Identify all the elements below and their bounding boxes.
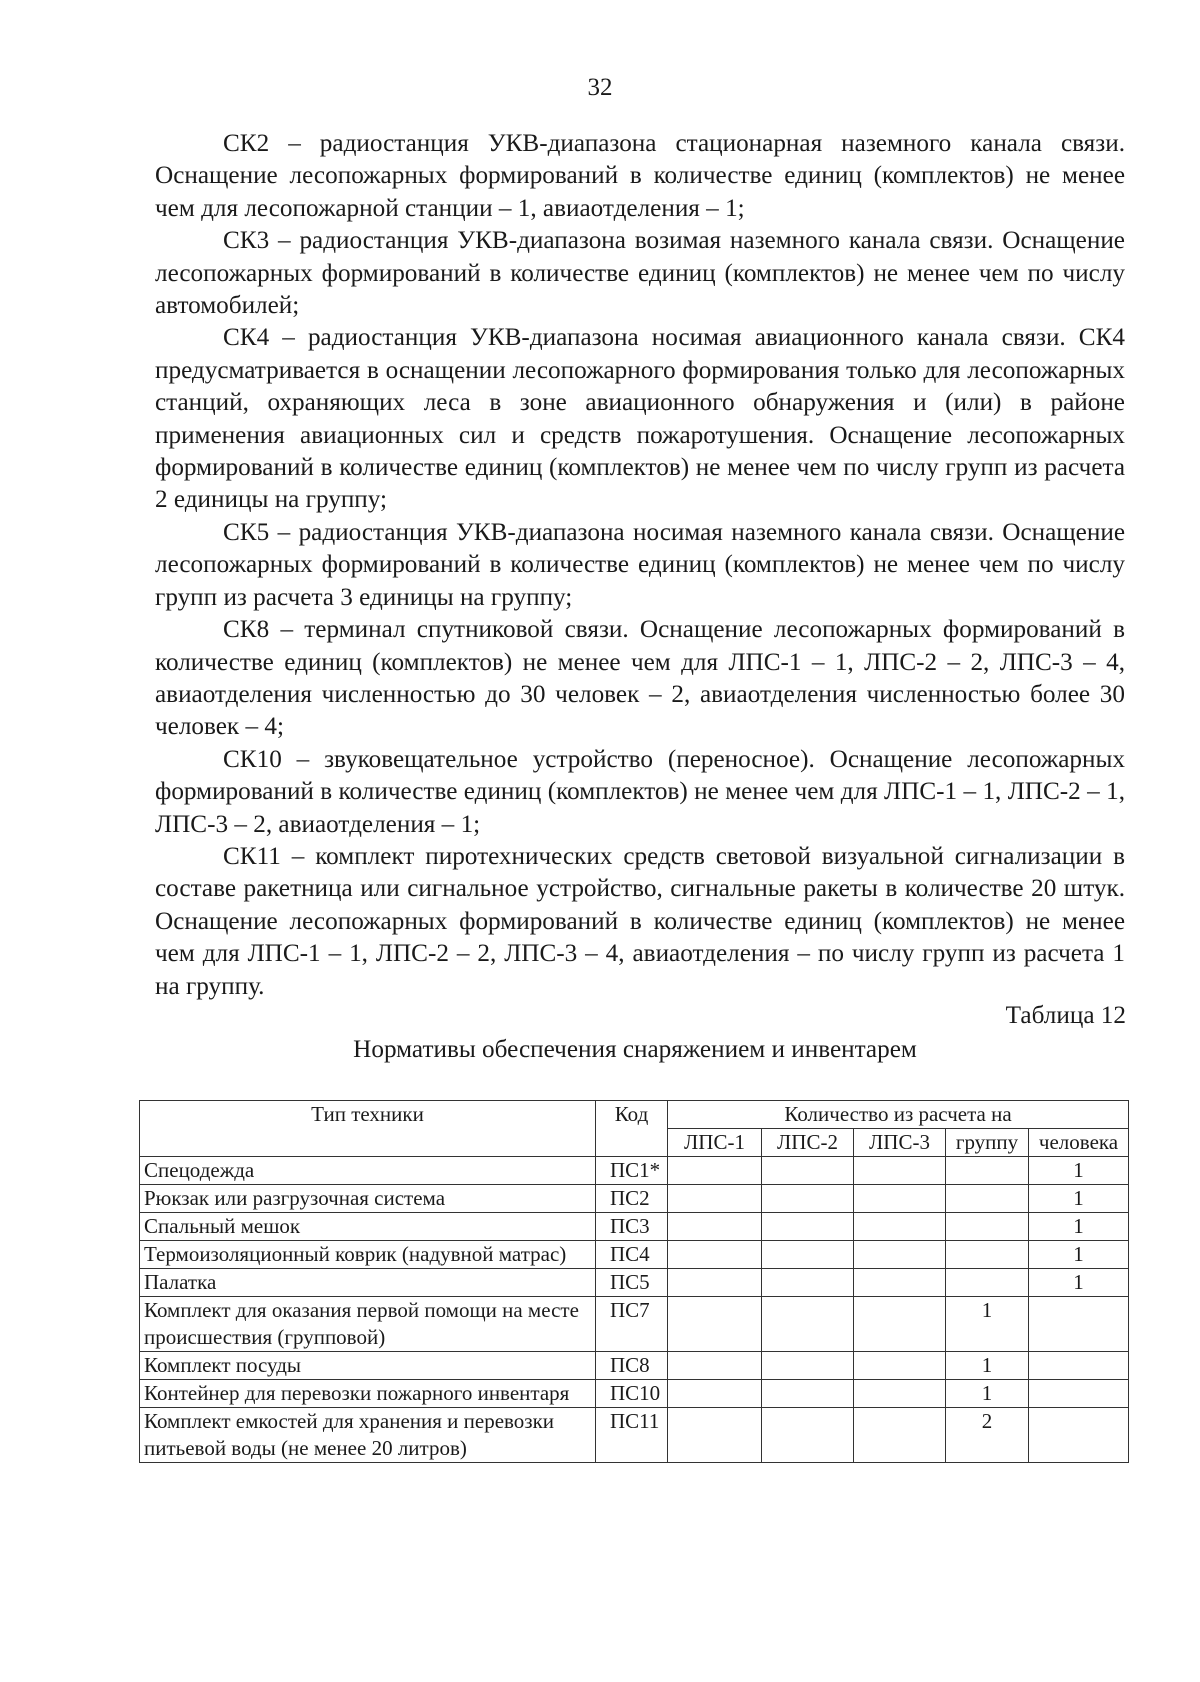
cell-code: ПС11 (596, 1408, 668, 1463)
cell-lps2 (762, 1241, 854, 1269)
cell-person: 1 (1029, 1269, 1129, 1297)
cell-person (1029, 1380, 1129, 1408)
cell-lps1 (668, 1297, 762, 1352)
cell-type: Рюкзак или разгрузочная система (140, 1185, 596, 1213)
cell-code: ПС3 (596, 1213, 668, 1241)
cell-type: Спецодежда (140, 1157, 596, 1185)
cell-lps1 (668, 1269, 762, 1297)
page-number: 32 (587, 74, 613, 101)
cell-lps2 (762, 1297, 854, 1352)
cell-lps2 (762, 1380, 854, 1408)
cell-lps1 (668, 1241, 762, 1269)
table-row (140, 1380, 1129, 1408)
cell-lps1 (668, 1213, 762, 1241)
table-row (140, 1408, 1129, 1463)
cell-lps2 (762, 1157, 854, 1185)
cell-type: Термоизоляционный коврик (надувной матрас) (140, 1241, 596, 1269)
cell-lps3 (854, 1297, 946, 1352)
cell-lps3 (854, 1213, 946, 1241)
cell-person (1029, 1352, 1129, 1380)
equipment-norms-table (139, 1100, 1129, 1463)
cell-person: 1 (1029, 1185, 1129, 1213)
cell-group: 1 (946, 1352, 1029, 1380)
cell-lps3 (854, 1157, 946, 1185)
paragraph-sk4: СК4 – радиостанция УКВ-диапазона носимая авиационного канала связи. СК4 предусматривается в оснащении лесопожарного формирования только для лесопожарных станций, охраняющих леса в зоне авиационного обнаружения и (или) в районе применения авиационных сил и средств пожаротушения. Оснащение лесопожарных формирований в количестве единиц (комплектов) не менее чем по числу групп из расчета 2 единицы на группу; (155, 324, 1125, 514)
table-row (140, 1241, 1129, 1269)
paragraph-sk10: СК10 – звуковещательное устройство (переносное). Оснащение лесопожарных формирований в количестве единиц (комплектов) не менее чем для ЛПС-1 – 1, ЛПС-2 – 1, ЛПС-3 – 2, авиаотделения – 1; (155, 745, 1125, 838)
header-group: группу (946, 1129, 1029, 1157)
cell-type: Комплект посуды (140, 1352, 596, 1380)
cell-lps1 (668, 1157, 762, 1185)
cell-group (946, 1269, 1029, 1297)
cell-code: ПС5 (596, 1269, 668, 1297)
cell-lps2 (762, 1408, 854, 1463)
cell-person (1029, 1408, 1129, 1463)
header-quantity: Количество из расчета на (668, 1101, 1129, 1129)
cell-lps1 (668, 1185, 762, 1213)
cell-lps3 (854, 1269, 946, 1297)
cell-lps2 (762, 1213, 854, 1241)
cell-person: 1 (1029, 1213, 1129, 1241)
cell-lps2 (762, 1269, 854, 1297)
cell-code: ПС8 (596, 1352, 668, 1380)
paragraph-sk2: СК2 – радиостанция УКВ-диапазона стационарная наземного канала связи. Оснащение лесопожарных формирований в количестве единиц (комплектов) не менее чем для лесопожарной станции – 1, авиаотделения – 1; (155, 130, 1125, 222)
cell-type: Спальный мешок (140, 1213, 596, 1241)
cell-type: Контейнер для перевозки пожарного инвентаря (140, 1380, 596, 1408)
table-title: Нормативы обеспечения снаряжением и инвентарем (353, 1036, 917, 1063)
cell-group: 2 (946, 1408, 1029, 1463)
header-lps3: ЛПС-3 (854, 1129, 946, 1157)
table-row (140, 1269, 1129, 1297)
cell-group (946, 1185, 1029, 1213)
header-lps1: ЛПС-1 (668, 1129, 762, 1157)
header-code: Код (596, 1101, 668, 1157)
cell-lps3 (854, 1408, 946, 1463)
cell-type: Комплект емкостей для хранения и перевозки питьевой воды (не менее 20 литров) (140, 1408, 596, 1463)
paragraph-sk3: СК3 – радиостанция УКВ-диапазона возимая наземного канала связи. Оснащение лесопожарных формирований в количестве единиц (комплектов) не менее чем по числу автомобилей; (155, 227, 1125, 320)
cell-lps3 (854, 1352, 946, 1380)
header-person: человека (1029, 1129, 1129, 1157)
body-text (155, 128, 1125, 1003)
table-row (140, 1213, 1129, 1241)
paragraph-sk5: СК5 – радиостанция УКВ-диапазона носимая наземного канала связи. Оснащение лесопожарных формирований в количестве единиц (комплектов) не менее чем по числу групп из расчета 3 единицы на группу; (155, 518, 1125, 611)
cell-code: ПС1* (596, 1157, 668, 1185)
cell-code: ПС10 (596, 1380, 668, 1408)
table-row (140, 1185, 1129, 1213)
table-row (140, 1157, 1129, 1185)
cell-code: ПС7 (596, 1297, 668, 1352)
table-row (140, 1297, 1129, 1352)
cell-code: ПС4 (596, 1241, 668, 1269)
cell-lps1 (668, 1408, 762, 1463)
cell-group: 1 (946, 1297, 1029, 1352)
cell-lps3 (854, 1241, 946, 1269)
table-label: Таблица 12 (1005, 1002, 1126, 1029)
cell-code: ПС2 (596, 1185, 668, 1213)
cell-group (946, 1213, 1029, 1241)
cell-lps2 (762, 1352, 854, 1380)
cell-group (946, 1157, 1029, 1185)
cell-person: 1 (1029, 1241, 1129, 1269)
paragraph-sk11: СК11 – комплект пиротехнических средств световой визуальной сигнализации в составе ракетница или сигнальное устройство, сигнальные ракеты в количестве 20 штук. Оснащение лесопожарных формирований в количестве единиц (комплектов) не менее чем для ЛПС-1 – 1, ЛПС-2 – 2, ЛПС-3 – 4, авиаотделения – по числу групп из расчета 1 на группу. (155, 842, 1125, 1000)
cell-lps1 (668, 1352, 762, 1380)
cell-group (946, 1241, 1029, 1269)
paragraph-sk8: СК8 – терминал спутниковой связи. Оснащение лесопожарных формирований в количестве единиц (комплектов) не менее чем для ЛПС-1 – 1, ЛПС-2 – 2, ЛПС-3 – 4, авиаотделения численностью до 30 человек – 2, авиаотделения численностью более 30 человек – 4; (155, 616, 1125, 741)
table-row (140, 1352, 1129, 1380)
header-type: Тип техники (140, 1101, 596, 1157)
cell-lps2 (762, 1185, 854, 1213)
cell-type: Комплект для оказания первой помощи на месте происшествия (групповой) (140, 1297, 596, 1352)
cell-type: Палатка (140, 1269, 596, 1297)
cell-lps1 (668, 1380, 762, 1408)
header-lps2: ЛПС-2 (762, 1129, 854, 1157)
cell-person (1029, 1297, 1129, 1352)
cell-lps3 (854, 1185, 946, 1213)
cell-lps3 (854, 1380, 946, 1408)
cell-person: 1 (1029, 1157, 1129, 1185)
cell-group: 1 (946, 1380, 1029, 1408)
